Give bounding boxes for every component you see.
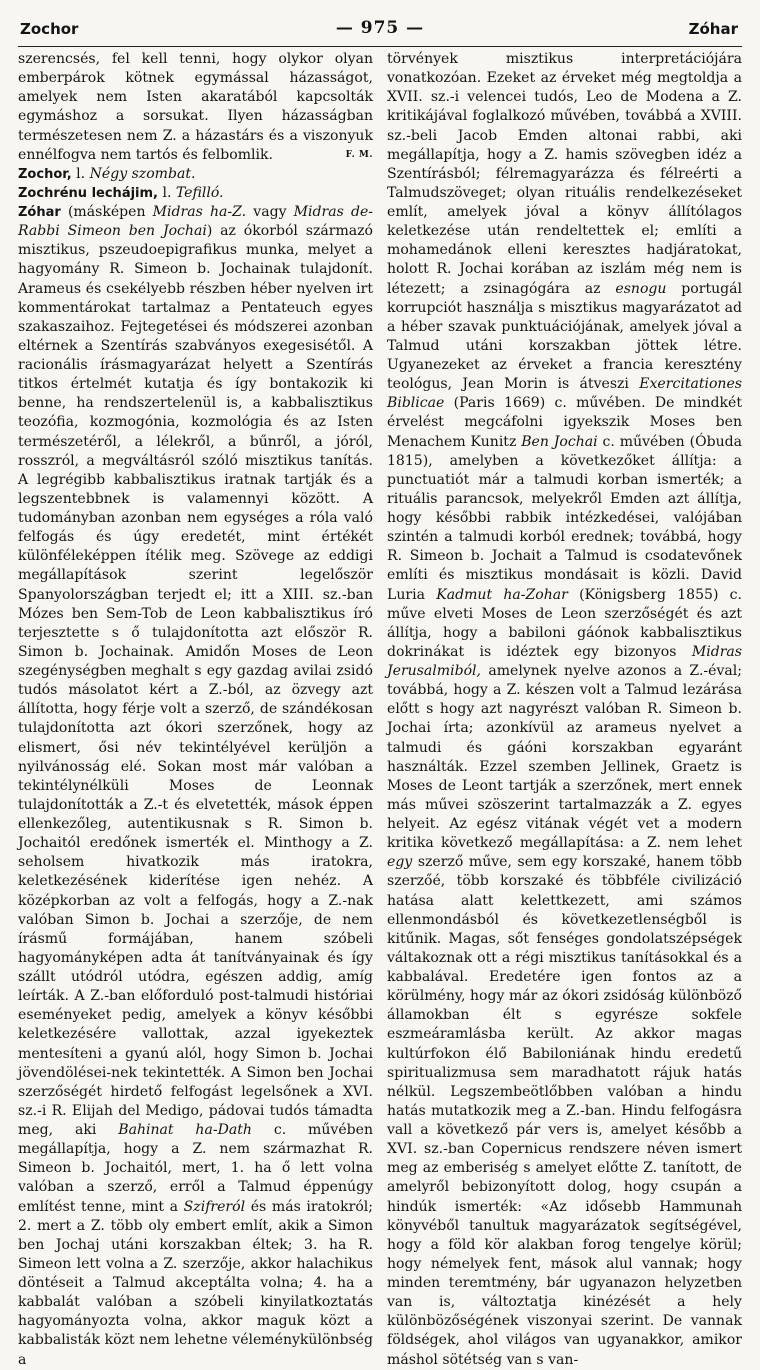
body-text: (Königsberg 1855) c. műve elveti Moses de Leon szerzőségét és azt állítja, hogy a babiloni gáónok kabbalisztikus dokrinákat is idéztek egy bizonyos xyxy=(387,586,743,660)
body-text: és más iratokról; 2. mert a Z. több oly embert említ, akik a Simon ben Jochaj utáni korszakban éltek; 3. ha R. Simeon lett volna a Z. szerzője, akkor halachikus döntéseit a Talmud akceptálta volna; 4. ha a kabbalát valóban a szóbeli kinyilatkoztatás hagyományozta volna, akkor maguk közt a kabbalisták közt nem lehetne véleménykülönbség a xyxy=(18,1198,374,1368)
headword-zochrenu: Zochrénu lechájim, xyxy=(18,185,158,201)
entry-zochor xyxy=(18,165,373,184)
page-header xyxy=(18,18,742,44)
title-italic: Midras Jerusalmiból, xyxy=(387,643,742,679)
title-italic: Kadmut ha-Zohar xyxy=(436,586,568,603)
ref-prefix: l. xyxy=(71,165,90,182)
title-italic: Midras ha-Z. xyxy=(152,204,247,220)
body-text: vagy xyxy=(246,204,294,220)
author-signature: F. M. xyxy=(345,149,373,160)
headword-zohar: Zóhar xyxy=(18,205,61,220)
paragraph-intro xyxy=(18,50,373,165)
entry-zohar xyxy=(18,203,373,1370)
entry-zochrenu xyxy=(18,184,373,203)
title-italic: Bahinat ha-Dath xyxy=(118,1122,252,1138)
body-text: (másképen xyxy=(60,204,153,220)
body-text: törvények misztikus interpretációjára vonatkozóan. Ezeket az érveket még megtoldja a XVII. sz.-i velencei tudós, Leo de Modena a Z. kritikájával foglalkozó művében, továbbá a XVIII. sz.-beli Jacob Emden altonai rabbi, aki megállapítja, hogy a Z. hamis szövegben idéz a Szentírásból; félremagyarázza és félreérti a Talmudszöveget; olyan rituális rendelkezéseket említ, amelyek jóval a könyv állítólagos keletkezése után rendeltettek el; említi a mohamedánok elleni keresztes hadjáratokat, holott R. Jochai korában az iszlám még nem is létezett; a zsinagógára az xyxy=(387,51,742,297)
term-italic: esnogu xyxy=(615,280,667,297)
body-text: ) az ókorból származó misztikus, pszeudoepigrafikus munka, melyet a hagyomány R. Simeon b. Jochainak tulajdonít. Arameus és csekélyebb részben héber nyelven irt kommentárokat tartalmaz a Pentateuch egyes szakaszaihoz. Fejtegetései és módszerei azonban eltérnek a Szentírás szabványos exegesisétől. A racionális írásmagyarázat helyett a Szentírás titkos értelmét kutatja és így bontakozik ki benne, ha rendszertelenül is, a kabbalisztikus teozófia, kozmogónia, kozmológia és az Isten természetéről, a lélekről, a bűnről, a jóról, rosszról, a megváltásról szóló misztikus tanítás. A legrégibb kabbalisztikus iratnak tartják és a legszentebbnek is valamennyi között. A tudományban azonban nem egységes a róla való felfogás és úgy eredetét, mint értékét különféleképpen ítélik meg. Szövege az eddigi megállapítások szerint legelőször Spanyolországban terjedt el; itt a XIII. sz.-ban Mózes ben Sem-Tob de Leon kabbalisztikus író terjesztette s ő tulajdonította azt először R. Simon b. Jochainak. Amidőn Moses de Leon szegénységben meghalt s egy gazdag avilai zsidó tudós másolatot kért a Z.-ból, az özvegy azt állította, hogy férje volt a szerző, de szándékosan tulajdonította azt ókori szerzőnek, hogy az elismert, ősi név tekintélyével kerüljön a nyilvánosság elé. Sokan most már valóban a tekintélynélküli Moses de Leonnak tulajdonították a Z.-t és elvetették, mások éppen ellenkezőleg, autentikusnak s R. Simon b. Jochaitól eredőnek ismerték el. Minthogy a Z. seholsem hivatkozik más iratokra, keletkezésének kiderítése igen nehéz. A középkorban az volt a felfogás, hogy a Z.-nak valóban Simon b. Jochai a szerzője, de nem írásmű formájában, hanem szóbeli hagyományképen adta át tanítványainak és így szállt utódról utódra, egészen addig, amíg leírták. A Z.-ban előforduló post-talmudi históriai eseményeket pedig, amelyek a könyv későbbi keletkezésére vallottak, azzal igyekeztek mentesíteni a gyanú alól, hogy Simon b. Jochai jövendölései-nek tekintették. A Simon ben Jochai szerzőségét hirdető felfogást legelsőnek a XVI. sz.-i R. Elijah del Medigo, pádovai tudós támadta meg, aki xyxy=(18,223,374,1138)
body-text: amelynek nyelve azonos a Z.-éval; továbbá, hogy a Z. készen volt a Talmud lezárása előtt s hogy azt nagyrészt valóban R. Simeon b. Jochai írta; azonkívül az arameus nyelvet a talmudi és gáóni korszakban egyaránt használták. Ezzel szemben Jellinek, Graetz is Moses de Leont tartják a szerzőnek, mert ennek más művei szöszerint tartalmazzák a Z. egyes helyeit. Az egész vitának végét vet a modern kritika következő megállapítása: a Z. nem lehet xyxy=(387,663,742,852)
intro-text: szerencsés, fel kell tenni, hogy olykor olyan emberpárok kötnek egymással házasságot, amelyek nem Isten akaratából kapcsolták egymáshoz a sorsukat. Ilyen házasságban természetesen nem Z. a házastárs és a viszonyuk ennélfogva nem tartós és felbomlik. xyxy=(18,51,373,163)
right-column xyxy=(387,50,742,1370)
body-text: c. művében (Óbuda 1815), amelyben a következőket állítja: a punctuatiót már a talmudi korban ismerték; a rituális parancsok, melyekről Emden azt állítja, hogy későbbi rabbik intézkedései, valójában szintén a talmudi korból erednek; továbbá, hogy R. Simeon b. Jochait a Talmud is csodatevőnek említi és misztikus mondásait is közli. David Luria xyxy=(387,433,742,603)
running-head-left: Zochor xyxy=(20,20,79,38)
entry-zohar-continued xyxy=(387,50,742,1370)
running-head-right: Zóhar xyxy=(688,20,738,38)
title-italic: Exercitationes Biblicae xyxy=(387,376,742,412)
body-text: (Paris 1669) c. művében. De mindkét érvelést megcáfolni igyekszik Moses ben Menachem Kunitz xyxy=(387,395,742,450)
text-columns xyxy=(18,50,742,1370)
page-number: — 975 — xyxy=(335,18,425,38)
cross-reference[interactable]: Tefilló. xyxy=(175,184,224,201)
header-rule xyxy=(18,46,742,47)
title-italic: Ben Jochai xyxy=(521,433,598,450)
body-text: c. művében megállapítja, hogy a Z. nem származhat R. Simeon b. Jochaitól, mert, 1. ha ő lett volna valóban a szerző, erről a Talmud éppenúgy említést tenne, mint a xyxy=(18,1122,374,1215)
cross-reference[interactable]: Négy szombat. xyxy=(89,165,196,182)
body-text: szerző műve, sem egy korszaké, hanem több szerzőé, több korszaké és többféle civilizáció hatása alatt kelettkezett, ami számos ellenmondásból és következetlenségből is kitűnik. Magas, sőt fenséges gondolatszépségek váltakoznak ott a régi misztikus tanításokkal és a kabbalával. Eredetére igen fontos az a körülmény, hogy már az ókori zsidóság különböző államokban élt s egyrésze sokfele eszmeáramlásba került. Az akkor magas kultúrfokon élő Babiloniának hindu eredetű spiritualizmusa sem maradhatott rájuk hatás nélkül. Legszembeötlőbben valóban a hindu hatás mutatkozik meg a Z.-ban. Hindu felfogásra vall a következő pár vers is, amelyet később a XVI. sz.-ban Copernicus rendszere néven ismert meg az emberiség s amelyet előtte Z. tanított, de amelyről bebizonyított dolog, hogy csupán a hindúk ismerték: «Az idősebb Hammunah könyvéből tanultuk magyarázatok segítségével, hogy a föld kör alakban forog tengelye körül; hogy némelyek fent, mások alul vannak; hogy minden teremtmény, bár ugyanazon helyzetben van is, változtatja kinézését a hely különbözőségének viszonyai szerint. De vannak földségek, ahol világos van ugyanakkor, amikor máshol sötétség van s van- xyxy=(387,854,742,1368)
headword-zochor: Zochor, xyxy=(18,166,72,182)
title-italic: Szifreról xyxy=(183,1198,246,1215)
ref-prefix: l. xyxy=(158,184,176,201)
left-column xyxy=(18,50,373,1370)
title-italic: Midras de-Rabbi Simeon ben Jochai xyxy=(18,204,374,240)
emphasis-italic: egy xyxy=(387,854,413,871)
body-text: portugál korrupciót használja s misztikus magyarázatot ad a héber szavak punktuációjának, amelyek jóval a Talmud utáni korszakban jöttek létre. Ugyanezeket az érveket a francia keresztény teológus, Jean Morin is átveszi xyxy=(387,280,742,393)
